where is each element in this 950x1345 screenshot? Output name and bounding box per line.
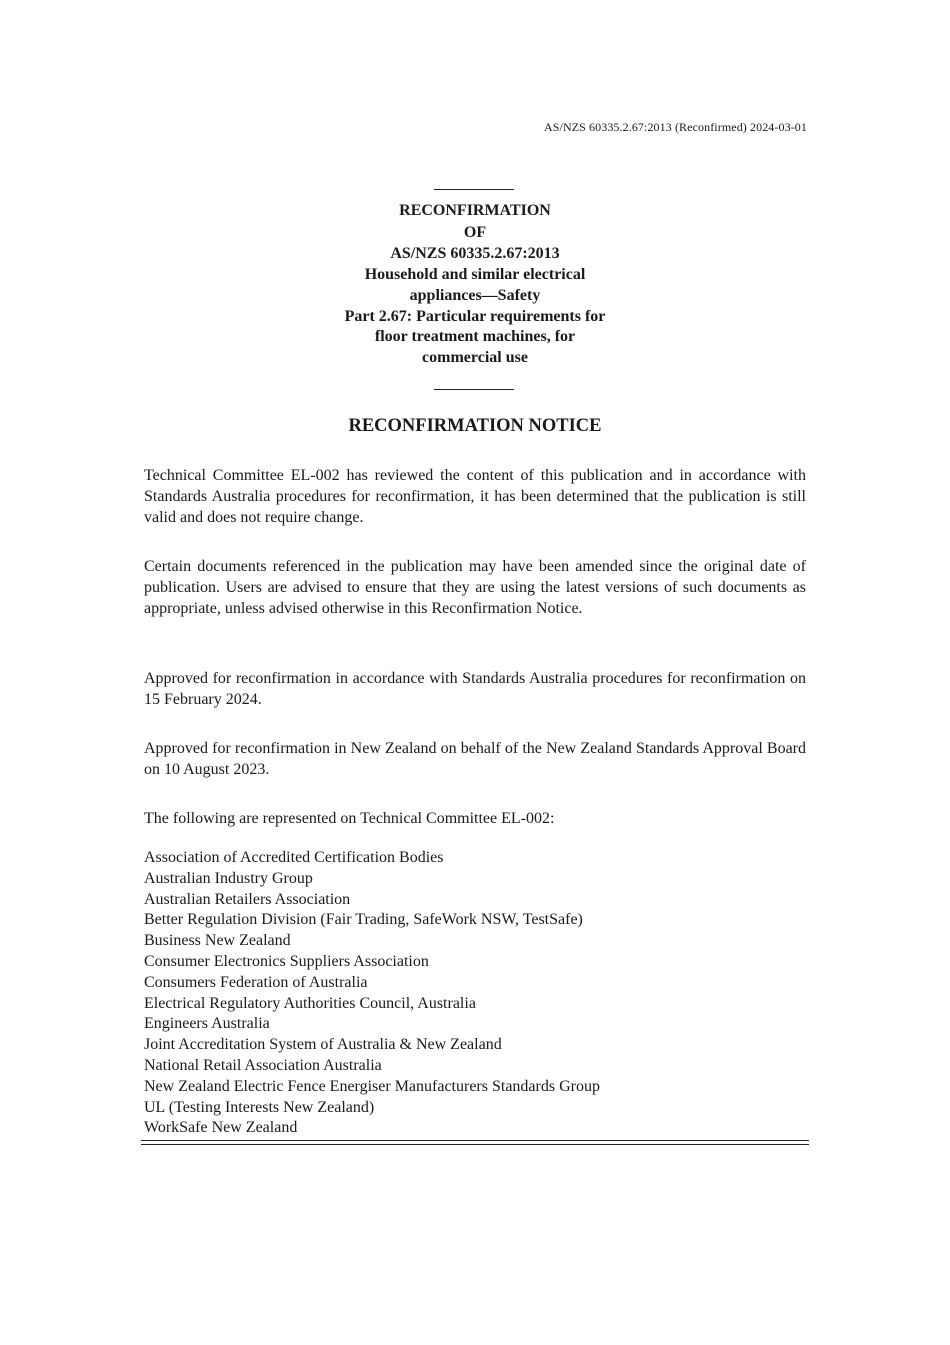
list-item: New Zealand Electric Fence Energiser Manufacturers Standards Group	[144, 1077, 600, 1095]
notice-paragraph	[144, 739, 806, 781]
list-item: Consumer Electronics Suppliers Association	[144, 952, 429, 970]
list-item: Business New Zealand	[144, 932, 291, 950]
list-item: Electrical Regulatory Authorities Council, Australia	[144, 994, 476, 1012]
list-item: National Retail Association Australia	[144, 1056, 382, 1074]
list-item: Better Regulation Division (Fair Trading, SafeWork NSW, TestSafe)	[144, 911, 583, 929]
title-top-rule	[434, 189, 514, 190]
list-item: Association of Accredited Certification Bodies	[144, 849, 444, 866]
list-item: UL (Testing Interests New Zealand)	[144, 1098, 375, 1116]
paragraph-text: Technical Committee EL-002 has reviewed the content of this publication and in accordance with Standards Australia procedures for reconfirmation, it has been determined that the publication is still valid and does not require change.	[144, 467, 806, 526]
list-item: WorkSafe New Zealand	[144, 1119, 298, 1137]
list-item: Consumers Federation of Australia	[144, 973, 368, 991]
paragraph-text: The following are represented on Technical Committee EL-002:	[144, 810, 555, 827]
title-line: Household and similar electrical	[364, 265, 586, 283]
title-line: OF	[463, 223, 487, 241]
reconfirmation-title-block	[0, 201, 950, 369]
paragraph-text: Approved for reconfirmation in accordance with Standards Australia procedures for reconfirmation on 15 February 2024.	[144, 670, 806, 708]
notice-paragraph	[144, 557, 806, 619]
paragraph-text: Certain documents referenced in the publication may have been amended since the original date of publication. Users are advised to ensure that they are using the latest versions of such documents as appropriate, unless advised otherwise in this Reconfirmation Notice.	[144, 558, 806, 617]
notice-paragraph	[144, 669, 806, 711]
page-reference: AS/NZS 60335.2.67:2013 (Reconfirmed) 2024-03-01	[543, 120, 807, 134]
notice-paragraph	[144, 466, 806, 528]
title-line: RECONFIRMATION	[399, 202, 551, 219]
title-line: AS/NZS 60335.2.67:2013	[390, 244, 560, 262]
title-line: appliances—Safety	[409, 286, 541, 304]
paragraph-text: Approved for reconfirmation in New Zealand on behalf of the New Zealand Standards Approval Board on 10 August 2023.	[144, 740, 806, 778]
list-item: Australian Retailers Association	[144, 890, 351, 908]
committee-member-list	[144, 848, 600, 1139]
title-bottom-rule	[434, 389, 514, 390]
title-line: floor treatment machines, for	[374, 328, 576, 346]
title-line: commercial use	[422, 349, 528, 367]
end-double-rule	[141, 1140, 809, 1145]
list-item: Australian Industry Group	[144, 869, 313, 887]
notice-heading: RECONFIRMATION NOTICE	[348, 416, 602, 436]
list-item: Engineers Australia	[144, 1015, 270, 1033]
list-item: Joint Accreditation System of Australia & New Zealand	[144, 1036, 502, 1054]
title-line: Part 2.67: Particular requirements for	[344, 307, 606, 325]
committee-intro	[144, 809, 806, 830]
